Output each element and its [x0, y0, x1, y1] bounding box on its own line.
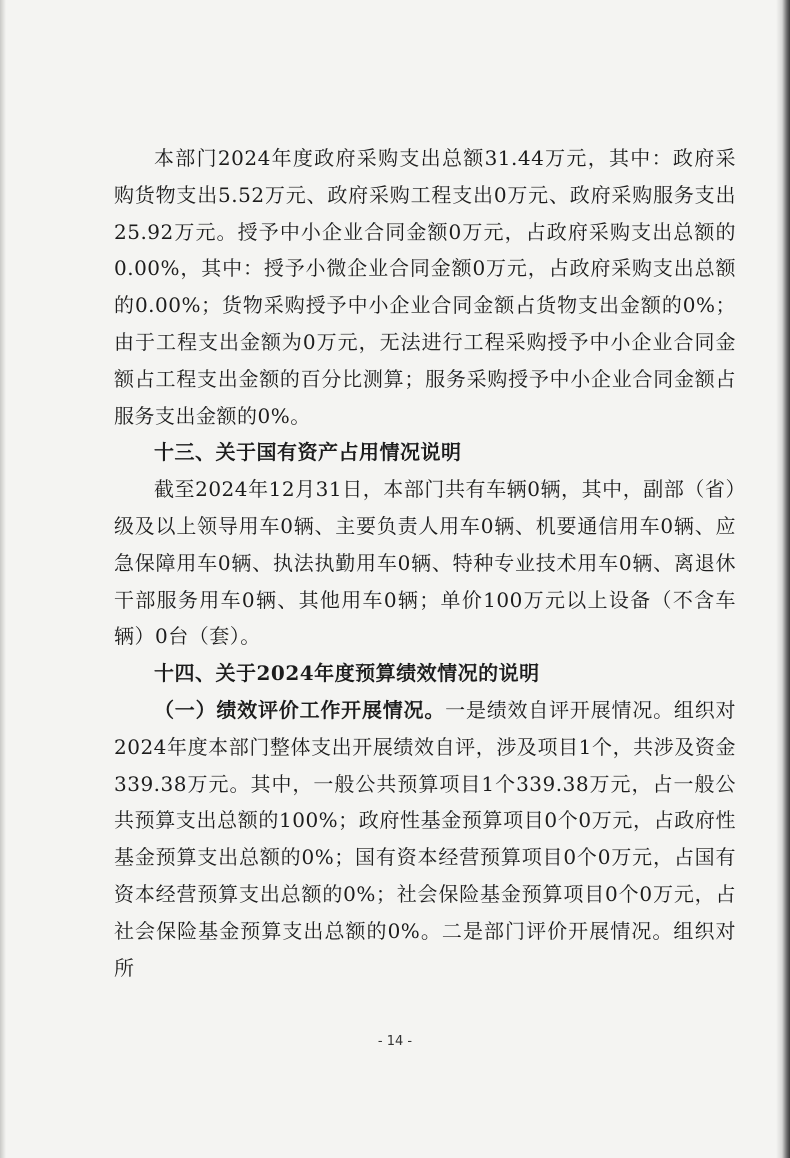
scan-edge-left	[0, 0, 6, 1158]
section-heading-14: 十四、关于2024年度预算绩效情况的说明	[154, 661, 540, 686]
section-heading-13: 十三、关于国有资产占用情况说明	[154, 440, 462, 465]
subsection-lead: （一）绩效评价工作开展情况。	[154, 697, 446, 722]
document-body	[114, 140, 736, 986]
paragraph-procurement: 本部门2024年度政府采购支出总额31.44万元，其中：政府采购货物支出5.52万元、政府采购工程支出0万元、政府采购服务支出25.92万元。授予中小企业合同金额0万元，占政府采购支出总额的0.00%，其中：授予小微企业合同金额0万元，占政府采购支出总额的0.00%；货物采购授予中小企业合同金额占货物支出金额的0%；由于工程支出金额为0万元，无法进行工程采购授予中小企业合同金额占工程支出金额的百分比测算；服务采购授予中小企业合同金额占服务支出金额的0%。	[114, 146, 736, 428]
paragraph-state-assets: 截至2024年12月31日，本部门共有车辆0辆，其中，副部（省）级及以上领导用车0辆、主要负责人用车0辆、机要通信用车0辆、应急保障用车0辆、执法执勤用车0辆、特种专业技术用车0辆、离退休干部服务用车0辆、其他用车0辆；单价100万元以上设备（不含车辆）0台（套）。	[114, 477, 736, 649]
page-number: - 14 -	[377, 1034, 413, 1049]
paragraph-performance-text: 一是绩效自评开展情况。组织对2024年度本部门整体支出开展绩效自评，涉及项目1个，共涉及资金339.38万元。其中，一般公共预算项目1个339.38万元，占一般公共预算支出总额的100%；政府性基金预算项目0个0万元，占政府性基金预算支出总额的0%；国有资本经营预算项目0个0万元，占国有资本经营预算支出总额的0%；社会保险基金预算项目0个0万元，占社会保险基金预算支出总额的0%。二是部门评价开展情况。组织对所	[114, 697, 737, 980]
paragraph-performance-evaluation	[114, 692, 736, 986]
scan-edge-right	[776, 0, 790, 1158]
